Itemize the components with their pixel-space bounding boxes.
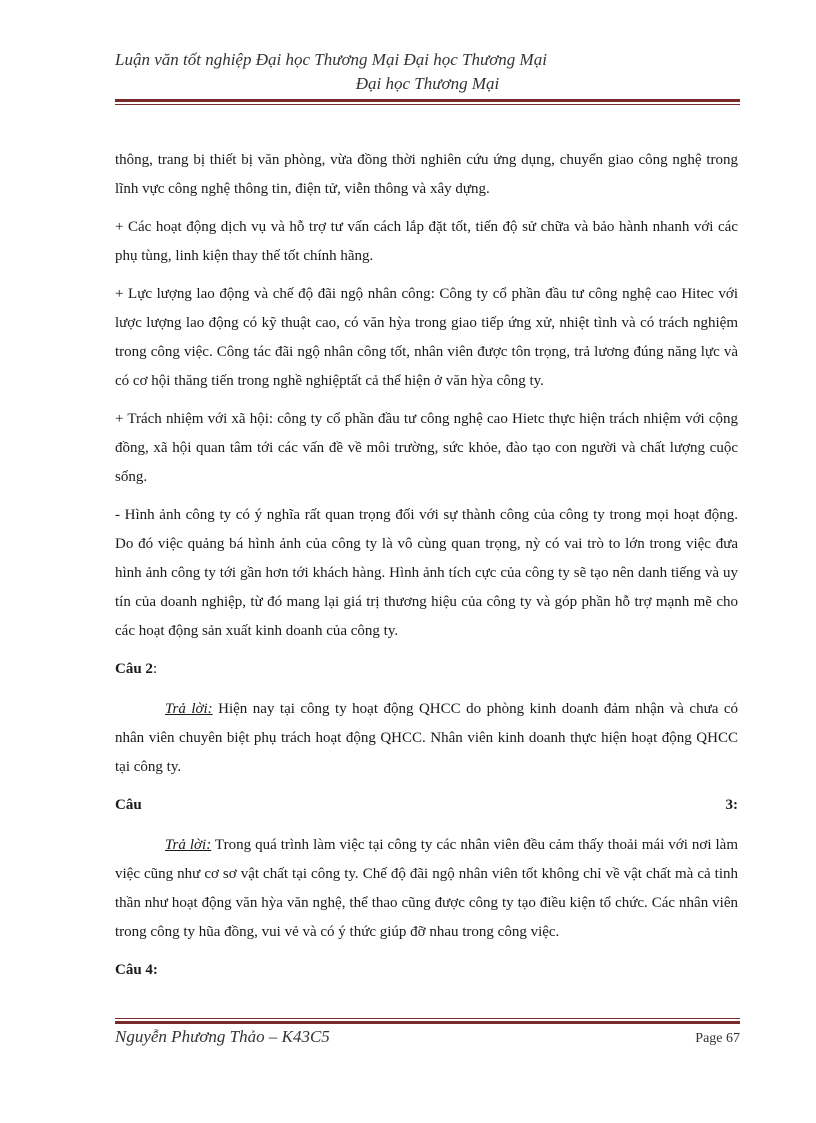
question-2-title: Câu 2 (115, 661, 153, 677)
answer-2-label: Trả lời: (165, 701, 213, 717)
header-title-line1: Luận văn tốt nghiệp Đại học Thương Mại Đại học Thương Mại (115, 50, 547, 69)
answer-3-text: Trong quá trình làm việc tại công ty các nhân viên đều cảm thấy thoải mái với nơi làm việc cũng như cơ sơ vật chất tại công ty. Chế độ đãi ngộ nhân viên tốt không chỉ về vật chất mà cả tinh thần như hoạt động văn hỳa văn nghệ, thể thao cũng được công ty tạo điều kiện tổ chức. Các nhân viên trong công ty hũa đồng, vui vẻ và có ý thức giúp đỡ nhau trong công việc. (115, 837, 739, 940)
page-header (115, 48, 740, 96)
paragraph-4: + Trách nhiệm với xã hội: công ty cổ phần đầu tư công nghệ cao Hietc thực hiện trách nhiệm với cộng đồng, xã hội quan tâm tới các vấn đề về môi trường, sức khỏe, đào tạo con người và chất lượng cuộc sống. (115, 411, 738, 485)
header-title-line2: Đại học Thương Mại (355, 74, 500, 93)
paragraph-5: - Hình ảnh công ty có ý nghĩa rất quan trọng đối với sự thành công của công ty trong mọi hoạt động. Do đó việc quảng bá hình ảnh của công ty là vô cùng quan trọng, nỳ có vai trò to lớn trong việc đưa hình ảnh công ty tới gần hơn tới khách hàng. Hình ảnh tích cực của công ty sẽ tạo nên danh tiếng và uy tín của doanh nghiệp, từ đó mang lại giá trị thương hiệu của công ty và góp phần hỗ trợ mạnh mẽ cho các hoạt động sản xuất kinh doanh của công ty. (115, 507, 738, 639)
question-4-heading: Câu 4: (115, 962, 158, 978)
header-rule-thick (115, 99, 740, 102)
paragraph-3: + Lực lượng lao động và chế độ đãi ngộ nhân công: Công ty cổ phần đầu tư công nghệ cao Hitec với lược lượng lao động có kỹ thuật cao, có văn hỳa trong giao tiếp ứng xử, nhiệt tình và có trách nghiệm trong công việc. Công tác đãi ngộ nhân công tốt, nhân viên được tôn trọng, trả lương đúng năng lực và có cơ hội thăng tiến trong nghề nghiệptất cả thể hiện ở văn hỳa công ty. (115, 286, 738, 389)
answer-3 (115, 831, 738, 947)
question-3-heading (115, 791, 738, 820)
question-2-colon: : (152, 661, 158, 677)
page-footer (115, 1027, 740, 1047)
footer-author: Nguyễn Phương Thảo – K43C5 (115, 1027, 330, 1046)
footer-rule-thin (115, 1018, 740, 1019)
page-body (115, 146, 738, 996)
answer-2-text: Hiện nay tại công ty hoạt động QHCC do phòng kinh doanh đảm nhận và chưa có nhân viên chuyên biệt phụ trách hoạt động QHCC. Nhân viên kinh doanh thực hiện hoạt động QHCC tại công ty. (115, 701, 739, 775)
footer-rule-thick (115, 1021, 740, 1024)
paragraph-1: thông, trang bị thiết bị văn phòng, vừa đồng thời nghiên cứu ứng dụng, chuyển giao công nghệ trong lĩnh vực công nghệ thông tin, điện tử, viễn thông và xây dựng. (115, 152, 738, 197)
question-3-left: Câu (115, 797, 142, 813)
paragraph-2: + Các hoạt động dịch vụ và hỗ trợ tư vấn cách lắp đặt tốt, tiến độ sử chữa và bảo hành nhanh với các phụ tùng, linh kiện thay thế tốt chính hãng. (115, 219, 738, 264)
header-rule-thin (115, 104, 740, 105)
answer-3-label: Trả lời: (165, 837, 212, 853)
question-3-right: 3: (725, 797, 738, 813)
page-number: Page 67 (695, 1031, 740, 1046)
question-2-heading (115, 655, 738, 684)
answer-2 (115, 695, 738, 782)
